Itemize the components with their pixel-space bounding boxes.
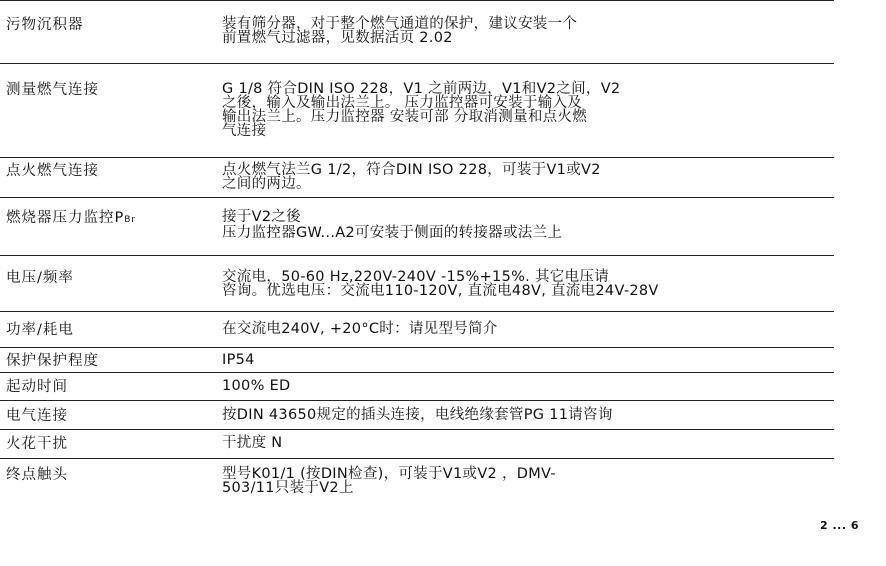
- row-value: [222, 408, 834, 429]
- row-label: 功率/耗电: [6, 322, 74, 338]
- row-label: [0, 210, 222, 255]
- page-number: 2 ... 6: [819, 519, 859, 532]
- row-label-subscript: Br: [124, 215, 137, 225]
- table-row: [0, 430, 834, 459]
- row-value: [222, 322, 834, 347]
- value-line: 气连接: [222, 123, 267, 139]
- row-label-text: 燃烧器压力监控P: [6, 210, 125, 226]
- row-value: [222, 436, 834, 458]
- table-row: [0, 64, 834, 158]
- row-label: 电气连接: [6, 408, 68, 424]
- row-value: [222, 379, 834, 400]
- table-row: [0, 373, 834, 401]
- value-line: 干扰度 N: [222, 435, 283, 451]
- row-label: 终点触头: [6, 467, 68, 483]
- row-label: 保护保护程度: [6, 353, 99, 369]
- value-line: 型号K01/1 (按DIN检查)，可装于V1或V2 ，DMV-: [222, 466, 556, 482]
- table-row: [0, 312, 834, 348]
- row-label: 测量燃气连接: [6, 82, 99, 98]
- value-line: 之间的两边。: [222, 176, 311, 192]
- value-line: 在交流电240V, +20°C时：请见型号简介: [222, 321, 498, 337]
- value-line: 按DIN 43650规定的插头连接，电线绝缘套管PG 11请咨询: [222, 407, 613, 423]
- value-line: G 1/8 符合DIN ISO 228，V1 之前两边，V1和V2之间，V2: [222, 81, 621, 97]
- value-line: 咨询。优选电压：交流电110-120V, 直流电48V, 直流电24V-28V: [222, 283, 659, 299]
- table-row: [0, 401, 834, 430]
- value-line: 点火燃气法兰G 1/2，符合DIN ISO 228，可装于V1或V2: [222, 162, 601, 178]
- table-row: [0, 0, 834, 64]
- row-value: [222, 82, 834, 157]
- row-label: 起动时间: [6, 379, 68, 395]
- row-label: 污物沉积器: [6, 17, 84, 33]
- table-row: [0, 158, 834, 198]
- table-row: [0, 459, 834, 505]
- value-line: 接于V2之後: [222, 209, 301, 225]
- value-line: IP54: [222, 352, 255, 368]
- value-line: 前置燃气过滤器，见数据活页 2.02: [222, 30, 453, 46]
- value-line: 503/11只装于V2上: [222, 480, 354, 496]
- value-line: 输出法兰上。压力监控器 安装可部 分取消测量和点火燃: [222, 109, 588, 125]
- value-line: 之後，输入及输出法兰上。 压力监控器可安装于输入及: [222, 95, 583, 111]
- value-line: 100% ED: [222, 378, 291, 394]
- row-label: 电压/频率: [6, 270, 74, 286]
- table-row: [0, 256, 834, 312]
- row-value: [222, 163, 834, 197]
- row-label: 火花干扰: [6, 436, 68, 452]
- table-row: [0, 198, 834, 256]
- row-value: [222, 467, 834, 505]
- value-line: 压力监控器GW...A2可安装于侧面的转接器或法兰上: [222, 225, 563, 241]
- row-value: [222, 210, 834, 255]
- table-row: [0, 348, 834, 373]
- row-value: [222, 353, 834, 372]
- value-line: 装有筛分器，对于整个燃气通道的保护，建议安装一个: [222, 16, 578, 32]
- value-line: 交流电，50-60 Hz,220V-240V -15%+15%. 其它电压请: [222, 269, 610, 285]
- row-value: [222, 270, 834, 311]
- row-value: [222, 17, 834, 63]
- row-label: 点火燃气连接: [6, 163, 99, 179]
